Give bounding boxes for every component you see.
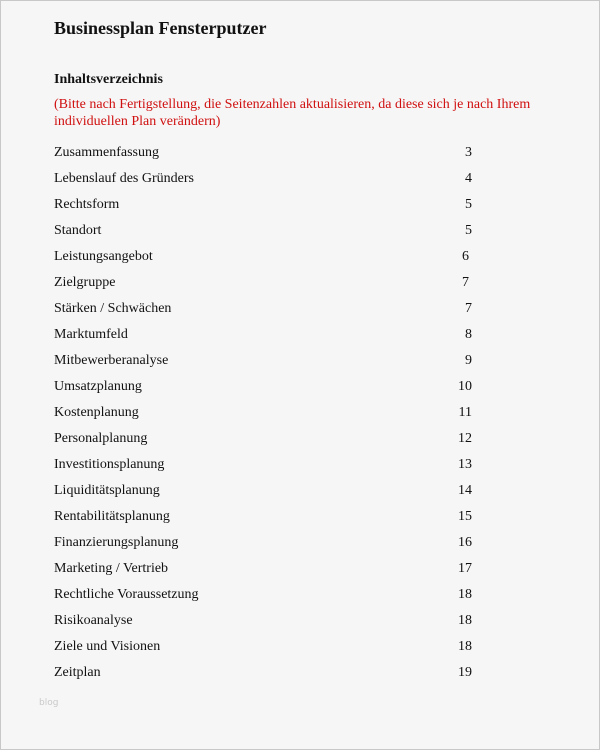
toc-entry-label: Risikoanalyse: [54, 613, 133, 628]
toc-entry-label: Finanzierungsplanung: [54, 535, 179, 550]
toc-entry: [54, 325, 474, 351]
toc-entry-page: 7: [465, 301, 472, 316]
toc-entry-page: 15: [458, 509, 472, 524]
toc-entry-page: 13: [458, 457, 472, 472]
toc-entry: [54, 169, 474, 195]
toc-entry-page: 16: [458, 535, 472, 550]
toc-entry-label: Rentabilitätsplanung: [54, 509, 170, 524]
toc-entry-label: Lebenslauf des Gründers: [54, 171, 194, 186]
toc-entry: [54, 481, 474, 507]
toc-entry-page: 9: [465, 353, 472, 368]
toc-entry-page: 7: [462, 275, 469, 290]
toc-entry-label: Investitionsplanung: [54, 457, 165, 472]
toc-entry: [54, 507, 474, 533]
toc-entry-label: Leistungsangebot: [54, 249, 153, 264]
toc-entry: [54, 377, 474, 403]
update-note: (Bitte nach Fertigstellung, die Seitenzahlen aktualisieren, da diese sich je nach Ihrem individuellen Plan verändern): [54, 97, 531, 129]
toc-entry-label: Zeitplan: [54, 665, 101, 680]
toc-entry-page: 6: [462, 249, 469, 264]
toc-entry: [54, 533, 474, 559]
toc-entry-label: Standort: [54, 223, 102, 238]
toc-entry-page: 3: [465, 145, 472, 160]
toc-entry: [54, 143, 474, 169]
toc-entry-label: Rechtliche Voraussetzung: [54, 587, 199, 602]
table-of-contents: [54, 143, 474, 689]
watermark: blog: [39, 698, 59, 708]
toc-entry-label: Ziele und Visionen: [54, 639, 161, 654]
toc-entry-page: 10: [458, 379, 472, 394]
toc-heading: Inhaltsverzeichnis: [54, 72, 163, 87]
toc-entry-page: 12: [458, 431, 472, 446]
toc-entry-label: Kostenplanung: [54, 405, 139, 420]
toc-entry-page: 11: [458, 405, 472, 420]
toc-entry-page: 19: [458, 665, 472, 680]
toc-entry-label: Marktumfeld: [54, 327, 128, 342]
toc-entry: [54, 299, 474, 325]
toc-entry: [54, 247, 474, 273]
toc-entry-page: 18: [458, 639, 472, 654]
toc-entry: [54, 429, 474, 455]
toc-entry-label: Zusammenfassung: [54, 145, 159, 160]
document-title: Businessplan Fensterputzer: [54, 18, 267, 38]
toc-entry-label: Stärken / Schwächen: [54, 301, 172, 316]
toc-entry: [54, 585, 474, 611]
toc-entry: [54, 221, 474, 247]
toc-entry-page: 8: [465, 327, 472, 342]
toc-entry: [54, 403, 474, 429]
toc-entry-page: 4: [465, 171, 472, 186]
toc-entry: [54, 663, 474, 689]
toc-entry: [54, 273, 474, 299]
toc-entry: [54, 559, 474, 585]
toc-entry: [54, 455, 474, 481]
toc-entry-page: 18: [458, 587, 472, 602]
toc-entry: [54, 637, 474, 663]
toc-entry: [54, 611, 474, 637]
toc-entry-page: 14: [458, 483, 472, 498]
toc-entry-label: Liquiditätsplanung: [54, 483, 160, 498]
toc-entry-page: 5: [465, 197, 472, 212]
toc-entry-page: 17: [458, 561, 472, 576]
toc-entry: [54, 195, 474, 221]
toc-entry-page: 18: [458, 613, 472, 628]
toc-entry-label: Umsatzplanung: [54, 379, 142, 394]
toc-entry-label: Rechtsform: [54, 197, 120, 212]
toc-entry-label: Personalplanung: [54, 431, 148, 446]
toc-entry-label: Mitbewerberanalyse: [54, 353, 169, 368]
toc-entry-label: Zielgruppe: [54, 275, 116, 290]
toc-entry-page: 5: [465, 223, 472, 238]
toc-entry-label: Marketing / Vertrieb: [54, 561, 169, 576]
toc-entry: [54, 351, 474, 377]
